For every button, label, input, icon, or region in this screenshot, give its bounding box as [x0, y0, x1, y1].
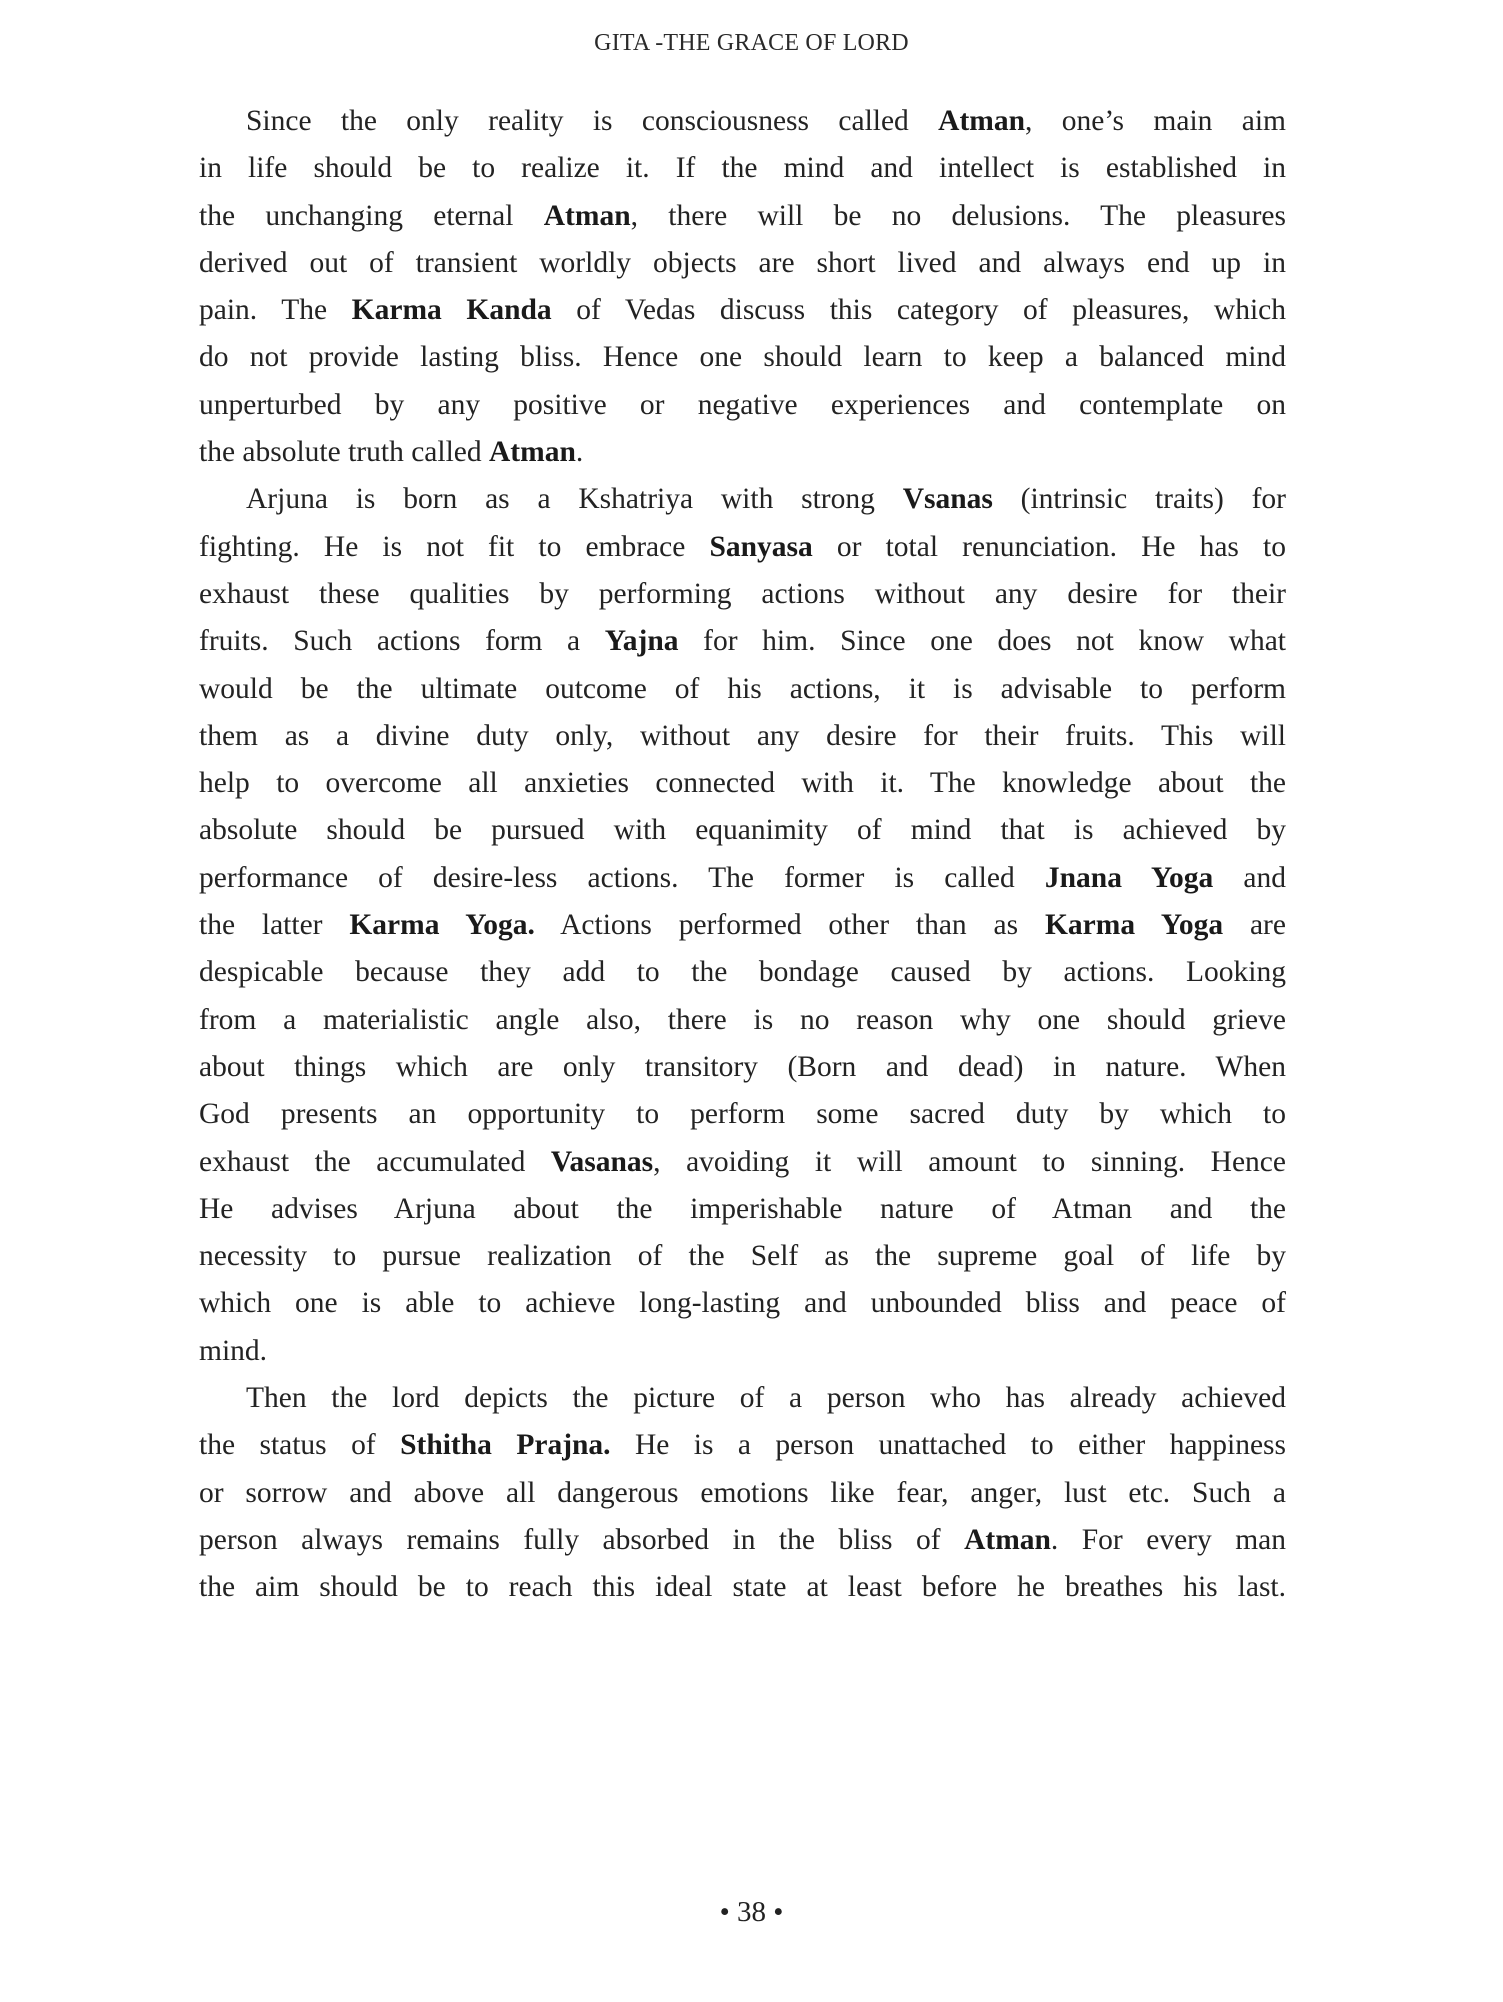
bold-term: Vsanas — [902, 483, 993, 516]
bold-term: Atman — [964, 1523, 1051, 1556]
text-run: He is a person unattached to either happiness — [610, 1429, 1286, 1462]
text-line — [199, 1470, 1286, 1517]
text-run: Actions performed other than as — [534, 909, 1045, 942]
bold-term: Sthitha Prajna. — [400, 1429, 611, 1462]
text-line — [199, 382, 1286, 429]
text-run: of Vedas discuss this category of pleasures, which — [551, 294, 1287, 327]
text-run: He advises Arjuna about the imperishable nature of Atman and the — [199, 1192, 1286, 1225]
text-run: would be the ultimate outcome of his actions, it is advisable to perform — [199, 672, 1286, 705]
running-header: GITA -THE GRACE OF LORD — [594, 30, 909, 56]
text-run: God presents an opportunity to perform some sacred duty by which to — [199, 1098, 1286, 1131]
text-run: do not provide lasting bliss. Hence one should learn to keep a balanced mind — [199, 341, 1286, 374]
text-line — [199, 618, 1286, 665]
text-run: necessity to pursue realization of the Self as the supreme goal of life by — [199, 1240, 1286, 1273]
text-line — [199, 1139, 1286, 1186]
text-run: , one’s main aim — [1025, 105, 1286, 137]
text-run: them as a divine duty only, without any desire for their fruits. This will — [199, 719, 1286, 752]
text-line — [199, 666, 1286, 713]
text-line — [199, 1564, 1286, 1611]
text-run: about things which are only transitory (Born and dead) in nature. When — [199, 1050, 1286, 1083]
text-line — [199, 1375, 1286, 1422]
text-line — [199, 571, 1286, 618]
paragraph — [199, 1375, 1286, 1611]
text-line — [199, 145, 1286, 192]
text-run: fruits. Such actions form a — [199, 625, 605, 658]
text-line — [199, 760, 1286, 807]
text-line — [199, 902, 1286, 949]
text-line — [199, 240, 1286, 287]
text-run: unperturbed by any positive or negative experiences and contemplate on — [199, 388, 1286, 421]
text-line — [199, 98, 1286, 145]
text-run: derived out of transient worldly objects are short lived and always end up in — [199, 246, 1286, 279]
bold-term: Karma Yoga. — [349, 909, 535, 942]
text-run: mind. — [199, 1334, 268, 1367]
text-run: for him. Since one does not know what — [678, 625, 1286, 658]
text-run: performance of desire-less actions. The former is called — [199, 861, 1045, 894]
paragraph — [199, 98, 1286, 476]
text-run: pain. The — [199, 294, 352, 327]
text-run: . For every man — [1050, 1523, 1286, 1556]
bold-term: Karma Yoga — [1044, 909, 1224, 942]
text-line — [199, 287, 1286, 334]
text-line — [199, 1091, 1286, 1138]
text-run: Since the only reality is consciousness called — [246, 105, 939, 137]
text-run: the status of — [199, 1429, 401, 1462]
bold-term: Yajna — [604, 625, 679, 658]
bold-term: Atman — [489, 436, 576, 469]
text-line — [199, 524, 1286, 571]
bold-term: Jnana Yoga — [1044, 861, 1214, 894]
text-run: or sorrow and above all dangerous emotions like fear, anger, lust etc. Such a — [199, 1476, 1286, 1509]
bold-term: Sanyasa — [709, 530, 813, 563]
text-line — [199, 807, 1286, 854]
text-run: the aim should be to reach this ideal state at least before he breathes his last. — [199, 1571, 1286, 1604]
text-run: Then the lord depicts the picture of a person who has already achieved — [246, 1382, 1286, 1415]
text-line — [199, 949, 1286, 996]
text-line — [199, 1186, 1286, 1233]
text-line — [199, 429, 1286, 476]
text-line — [199, 1422, 1286, 1469]
text-run: the unchanging eternal — [199, 199, 544, 232]
text-run: in life should be to realize it. If the mind and intellect is established in — [199, 152, 1286, 185]
text-line — [199, 1328, 1286, 1375]
text-line — [199, 476, 1286, 523]
page-number: • 38 • — [719, 1896, 784, 1928]
bold-term: Vasanas — [550, 1145, 654, 1178]
text-run: person always remains fully absorbed in the bliss of — [199, 1523, 965, 1556]
text-line — [199, 1233, 1286, 1280]
text-run: (intrinsic traits) for — [992, 483, 1286, 516]
bold-term: Karma Kanda — [351, 294, 552, 327]
text-run: which one is able to achieve long-lasting and unbounded bliss and peace of — [199, 1287, 1286, 1320]
text-run: Arjuna is born as a Kshatriya with strong — [246, 483, 903, 516]
text-run: exhaust the accumulated — [199, 1145, 551, 1178]
text-run: from a materialistic angle also, there is no reason why one should grieve — [199, 1003, 1286, 1036]
text-run: absolute should be pursued with equanimity of mind that is achieved by — [199, 814, 1286, 847]
text-line — [199, 855, 1286, 902]
text-run: despicable because they add to the bondage caused by actions. Looking — [199, 956, 1286, 989]
text-line — [199, 193, 1286, 240]
bold-term: Atman — [543, 199, 631, 232]
text-run: fighting. He is not fit to embrace — [199, 530, 710, 563]
text-line — [199, 1517, 1286, 1564]
text-run: help to overcome all anxieties connected with it. The knowledge about the — [199, 767, 1286, 800]
text-run: , there will be no delusions. The pleasures — [630, 199, 1287, 232]
text-run: , avoiding it will amount to sinning. Hence — [653, 1145, 1286, 1178]
text-run: and — [1213, 861, 1287, 894]
text-run: or total renunciation. He has to — [812, 530, 1286, 563]
text-line — [199, 1280, 1286, 1327]
text-line — [199, 997, 1286, 1044]
text-line — [199, 713, 1286, 760]
body-text — [199, 98, 1286, 1612]
paragraph — [199, 476, 1286, 1375]
text-run: exhaust these qualities by performing actions without any desire for their — [199, 577, 1286, 610]
text-run: the latter — [199, 909, 350, 942]
text-run: are — [1223, 909, 1286, 942]
text-run: the absolute truth called — [199, 436, 489, 469]
text-line — [199, 334, 1286, 381]
text-run: . — [575, 436, 584, 469]
bold-term: Atman — [938, 105, 1026, 137]
text-line — [199, 1044, 1286, 1091]
